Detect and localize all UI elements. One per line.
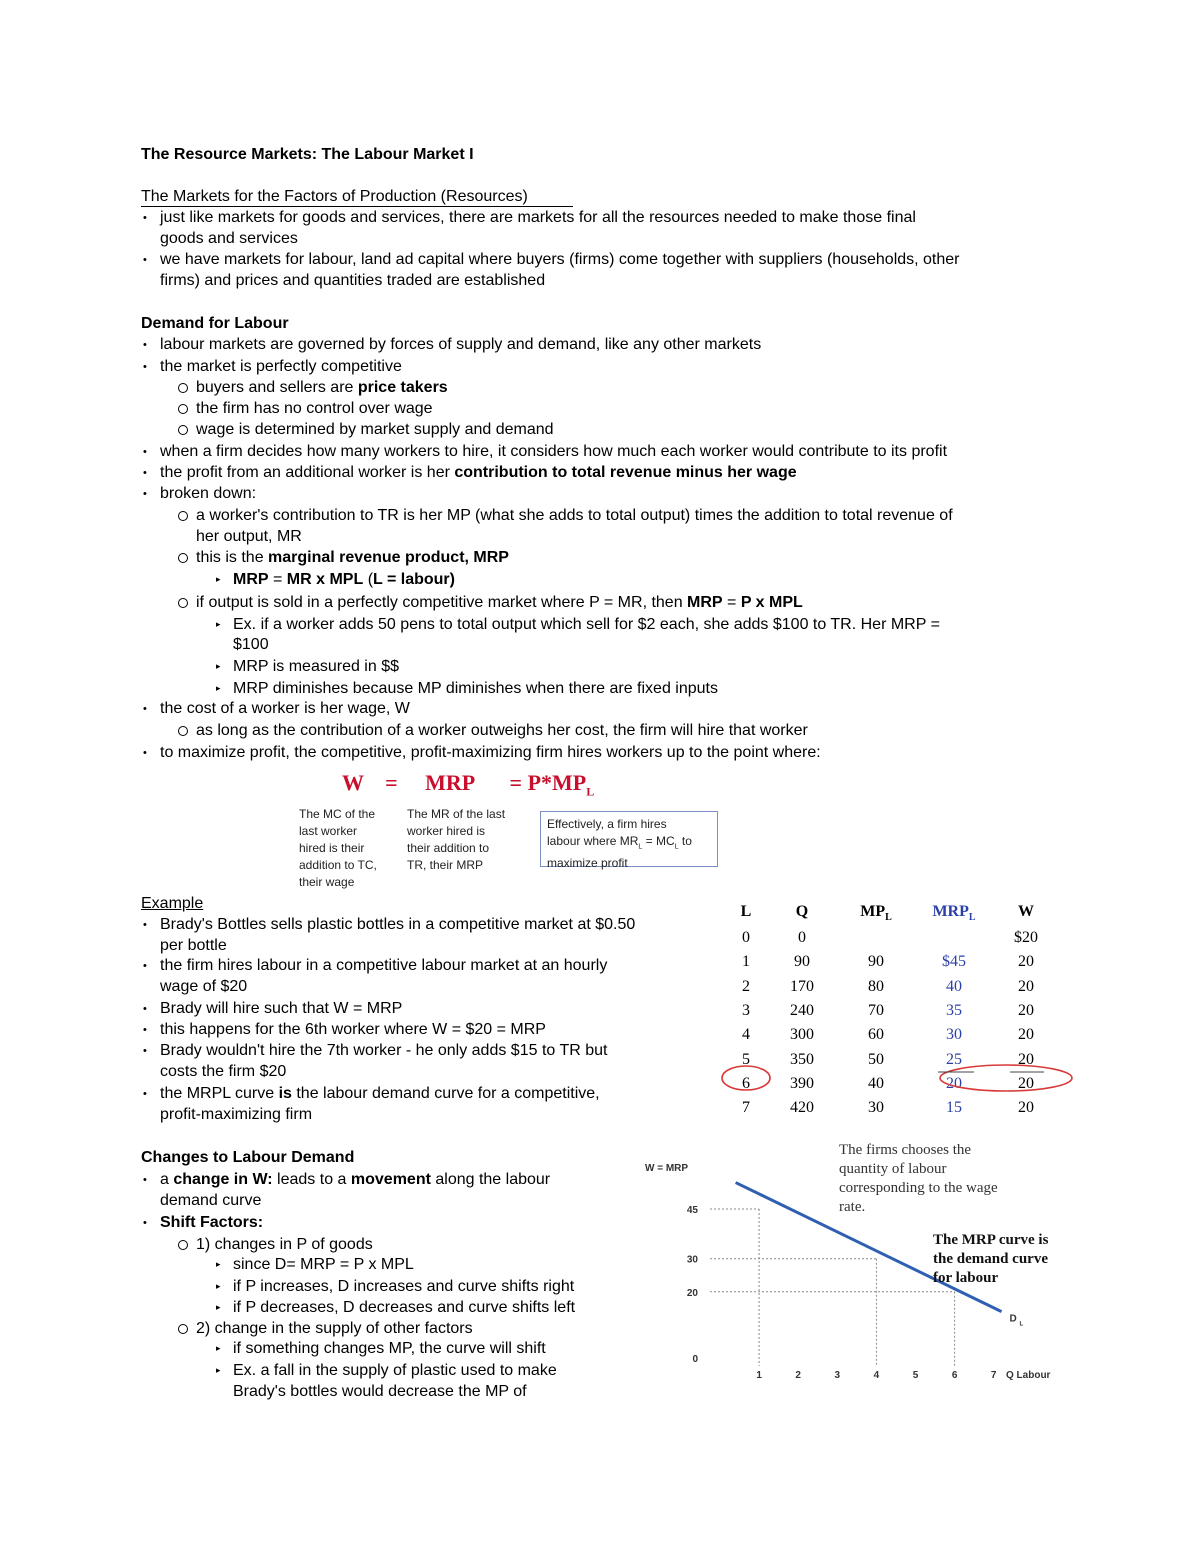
- changes-line-9: Ex. a fall in the supply of plastic used to make: [233, 1362, 557, 1379]
- formula-sub: L: [586, 784, 595, 799]
- triangle-bullet-icon: ▸: [216, 619, 221, 629]
- price-takers-term: price takers: [357, 379, 448, 396]
- demand-line-4: the firm has no control over wage: [196, 400, 433, 417]
- example-bullet-5: Brady wouldn't hire the 7th worker - he only adds $15 to TR but: [160, 1042, 608, 1059]
- table-cell: 0: [798, 929, 806, 946]
- table-cell: 2: [742, 977, 750, 995]
- bullet-icon: •: [143, 254, 147, 266]
- formula-row: [342, 770, 594, 804]
- y-tick-label: 20: [686, 1287, 698, 1299]
- example-bullet-6-a: the MRPL curve: [160, 1085, 279, 1102]
- changes-line-6: if P decreases, D decreases and curve shifts left: [233, 1299, 576, 1316]
- table-cell: $20: [1014, 929, 1038, 946]
- table-cell: 420: [790, 1099, 814, 1117]
- demand-line-17: as long as the contribution of a worker outweighs her cost, the firm will hire that worker: [196, 722, 808, 739]
- bullet-icon: •: [143, 1174, 147, 1186]
- demand-line-10: [196, 547, 509, 568]
- bullet-icon: •: [143, 1217, 147, 1229]
- demand-line-15: MRP diminishes because MP diminishes when there are fixed inputs: [233, 680, 718, 697]
- demand-line-18: to maximize profit, the competitive, profit-maximizing firm hires workers up to the point where:: [160, 744, 821, 761]
- circle-bullet-icon: [178, 404, 188, 414]
- bullet-icon: •: [143, 1003, 147, 1015]
- box-line-2c: to: [678, 834, 692, 848]
- changes-line-9-cont: Brady's bottles would decrease the MP of: [233, 1383, 527, 1400]
- mc-note-line: their wage: [299, 875, 355, 889]
- example-bullet-3: Brady will hire such that W = MRP: [160, 1000, 403, 1017]
- table-cell: 1: [742, 953, 750, 971]
- markets-heading: [141, 186, 528, 207]
- box-line-2b: = MC: [642, 834, 675, 848]
- demand-line-12-pxmpl: P x MPL: [740, 594, 803, 611]
- demand-line-9-cont: her output, MR: [196, 528, 302, 545]
- changes-line-5: if P increases, D increases and curve shifts right: [233, 1278, 575, 1295]
- demand-line-6: when a firm decides how many workers to hire, it considers how much each worker would contribute to its profit: [160, 443, 948, 460]
- table-header-mrp-text: MRP: [932, 903, 969, 920]
- demand-curve-label-sub: L: [1019, 1321, 1024, 1328]
- changes-line-1: [160, 1169, 550, 1190]
- bullet-icon: •: [143, 467, 147, 479]
- mr-note-line: worker hired is: [407, 824, 486, 838]
- chart-annotation-bold-line: for labour: [933, 1270, 999, 1286]
- bullet-icon: •: [143, 488, 147, 500]
- table-cell: 20: [1018, 1074, 1034, 1092]
- demand-line-7-text: the profit from an additional worker is her: [160, 464, 455, 481]
- shift-factors-heading: Shift Factors:: [160, 1214, 264, 1231]
- markets-bullet-1: just like markets for goods and services, there are markets for all the resources needed to make those final: [160, 209, 916, 226]
- mr-note: [407, 806, 505, 874]
- triangle-bullet-icon: ▸: [216, 1343, 221, 1353]
- example-bullet-2: the firm hires labour in a competitive labour market at an hourly: [160, 957, 608, 974]
- bullet-icon: •: [143, 339, 147, 351]
- demand-line-3-text: buyers and sellers are: [196, 379, 358, 396]
- example-bullet-5-cont: costs the firm $20: [160, 1063, 287, 1080]
- y-tick-label: 45: [686, 1205, 698, 1217]
- x-tick-label: 6: [951, 1370, 958, 1381]
- table-cell: 90: [794, 953, 810, 971]
- circle-bullet-icon: [178, 553, 188, 563]
- bullet-icon: •: [143, 919, 147, 931]
- demand-line-9: a worker's contribution to TR is her MP (what she adds to total output) times the addition to total revenue of: [196, 507, 953, 524]
- table-cell: 4: [742, 1026, 750, 1044]
- formula-eq: =: [385, 770, 398, 795]
- bullet-icon: •: [143, 747, 147, 759]
- table-cell: 300: [790, 1026, 814, 1044]
- x-tick-label: 2: [795, 1370, 801, 1381]
- x-tick-label: 3: [834, 1370, 841, 1381]
- mrp-formula-rhs: MR x MPL: [286, 571, 364, 588]
- table-cell: 20: [1018, 1001, 1034, 1019]
- demand-line-12-text: if output is sold in a perfectly competitive market where P = MR, then: [196, 594, 688, 611]
- bullet-icon: •: [143, 446, 147, 458]
- changes-line-1-e: along the labour: [430, 1171, 551, 1188]
- chart-annotation-line: rate.: [839, 1199, 866, 1215]
- table-cell: 390: [790, 1074, 814, 1092]
- circle-bullet-icon: [178, 1240, 188, 1250]
- mrp-term: marginal revenue product, MRP: [268, 549, 509, 566]
- example-bullet-2-cont: wage of $20: [160, 978, 248, 995]
- mrp-formula-eq: =: [268, 571, 287, 588]
- mr-note-line: TR, their MRP: [407, 858, 484, 872]
- row-6-circle-icon: [722, 1066, 770, 1090]
- changes-line-7: 2) change in the supply of other factors: [196, 1320, 473, 1337]
- changes-line-1-cont: demand curve: [160, 1192, 262, 1209]
- box-line-2-sub2: L: [674, 843, 679, 851]
- demand-line-10-text: this is the: [196, 549, 269, 566]
- box-line-2a: labour where MR: [547, 834, 639, 848]
- example-bullet-4: this happens for the 6th worker where W = $20 = MRP: [160, 1021, 546, 1038]
- bullet-icon: •: [143, 1045, 147, 1057]
- demand-line-13: Ex. if a worker adds 50 pens to total output which sell for $2 each, she adds $100 to TR. Her MRP =: [233, 616, 940, 633]
- table-cell: 170: [790, 977, 814, 995]
- circle-bullet-icon: [178, 425, 188, 435]
- demand-line-12-eq: =: [722, 594, 741, 611]
- table-cell: 90: [868, 953, 884, 971]
- circle-bullet-icon: [178, 511, 188, 521]
- demand-line-16: the cost of a worker is her wage, W: [160, 700, 410, 717]
- table-cell: 30: [868, 1099, 884, 1117]
- circle-bullet-icon: [178, 598, 188, 608]
- mc-note-line: hired is their: [299, 841, 365, 855]
- bullet-icon: •: [143, 960, 147, 972]
- table-cell: 15: [946, 1099, 962, 1117]
- mc-note-line: last worker: [299, 824, 358, 838]
- table-cell: 80: [868, 977, 884, 995]
- table-cell: 70: [868, 1001, 884, 1019]
- changes-line-1-a: a: [160, 1171, 174, 1188]
- table-cell: 25: [946, 1050, 962, 1068]
- y-axis-label: W = MRP: [645, 1163, 689, 1174]
- mrp-table: [716, 903, 1066, 1128]
- table-cell: 30: [946, 1026, 962, 1044]
- mr-mc-box: [540, 811, 718, 871]
- movement-term: movement: [350, 1171, 431, 1188]
- x-tick-label: 5: [912, 1370, 919, 1381]
- x-tick-label: 7: [990, 1370, 997, 1381]
- demand-line-14: MRP is measured in $$: [233, 658, 399, 675]
- table-cell: 35: [946, 1001, 962, 1019]
- mc-note-line: addition to TC,: [299, 858, 377, 872]
- example-bullet-1: Brady's Bottles sells plastic bottles in a competitive market at $0.50: [160, 916, 636, 933]
- chart-annotation-line: corresponding to the wage: [839, 1180, 998, 1196]
- table-header-sub: L: [885, 912, 892, 924]
- mrp-formula-note: L = labour): [373, 571, 455, 588]
- table-header-q: Q: [795, 903, 809, 920]
- table-cell: 3: [742, 1001, 750, 1019]
- table-header-sub: L: [968, 912, 976, 924]
- labour-demand-chart: [640, 1136, 1070, 1392]
- changes-line-1-c: leads to a: [272, 1171, 351, 1188]
- mrp-formula: [233, 569, 455, 590]
- bullet-icon: •: [143, 361, 147, 373]
- table-cell: 20: [946, 1074, 962, 1092]
- triangle-bullet-icon: ▸: [216, 1365, 221, 1375]
- table-header-mp-text: MP: [860, 903, 886, 920]
- changes-line-4: since D= MRP = P x MPL: [233, 1256, 414, 1273]
- y-tick-label: 0: [692, 1354, 698, 1365]
- change-in-w-term: change in W:: [173, 1171, 273, 1188]
- demand-line-3: [196, 377, 448, 398]
- x-axis-label: Q Labour: [1006, 1370, 1051, 1381]
- circle-bullet-icon: [178, 726, 188, 736]
- demand-line-7: [160, 462, 797, 483]
- table-cell: 20: [1018, 1026, 1034, 1044]
- table-cell: 60: [868, 1026, 884, 1044]
- example-bullet-6-c: the labour demand curve for a competitive,: [291, 1085, 600, 1102]
- triangle-bullet-icon: ▸: [216, 574, 221, 584]
- table-cell: 20: [1018, 1099, 1034, 1117]
- chart-annotation-line: quantity of labour: [839, 1161, 947, 1177]
- markets-bullet-2-cont: firms) and prices and quantities traded are established: [160, 272, 546, 289]
- table-cell: 6: [742, 1074, 750, 1092]
- example-bullet-6-cont: profit-maximizing firm: [160, 1106, 313, 1123]
- demand-line-12: [196, 592, 803, 613]
- demand-curve-label: D: [1009, 1313, 1017, 1325]
- markets-bullet-2: we have markets for labour, land ad capital where buyers (firms) come together with suppliers (households, other: [160, 251, 960, 268]
- mr-note-line: The MR of the last: [407, 807, 506, 821]
- triangle-bullet-icon: ▸: [216, 661, 221, 671]
- table-cell: 40: [868, 1074, 884, 1092]
- mrp-formula-paren: (: [363, 571, 374, 588]
- x-tick-label: 1: [756, 1370, 762, 1381]
- bullet-icon: •: [143, 1088, 147, 1100]
- bullet-icon: •: [143, 1024, 147, 1036]
- profit-definition: contribution to total revenue minus her wage: [454, 464, 797, 481]
- demand-line-2: the market is perfectly competitive: [160, 358, 402, 375]
- y-tick-label: 30: [686, 1254, 698, 1266]
- table-cell: 20: [1018, 1050, 1034, 1068]
- box-line-1: Effectively, a firm hires: [547, 817, 667, 831]
- formula-w: W: [342, 770, 364, 795]
- mrp-w-circle-icon: [940, 1065, 1072, 1091]
- markets-heading-text: The Markets for the Factors of Production (Resources): [141, 188, 528, 205]
- demand-line-13-cont: $100: [233, 636, 269, 653]
- example-bullet-6-is: is: [278, 1085, 292, 1102]
- chart-annotation-bold-line: The MRP curve is: [933, 1232, 1049, 1248]
- demand-line-8: broken down:: [160, 485, 257, 502]
- triangle-bullet-icon: ▸: [216, 1259, 221, 1269]
- changes-line-8: if something changes MP, the curve will shift: [233, 1340, 546, 1357]
- table-cell: 50: [868, 1050, 884, 1068]
- triangle-bullet-icon: ▸: [216, 1302, 221, 1312]
- table-cell: 20: [1018, 977, 1034, 995]
- demand-line-5: wage is determined by market supply and demand: [196, 421, 554, 438]
- box-line-3: maximize profit: [547, 856, 628, 871]
- box-line-2-sub: L: [638, 843, 643, 851]
- bullet-icon: •: [143, 212, 147, 224]
- chart-annotation-line: The firms chooses the: [839, 1142, 972, 1158]
- changes-line-3: 1) changes in P of goods: [196, 1236, 373, 1253]
- example-bullet-6: [160, 1083, 600, 1104]
- mrp-formula-lhs: MRP: [233, 571, 269, 588]
- mc-note-line: The MC of the: [299, 807, 376, 821]
- page-title: The Resource Markets: The Labour Market I: [141, 146, 474, 163]
- markets-bullet-1-cont: goods and services: [160, 230, 298, 247]
- triangle-bullet-icon: ▸: [216, 1281, 221, 1291]
- example-heading: Example: [141, 895, 204, 912]
- table-cell: 5: [742, 1050, 750, 1068]
- table-cell: $45: [942, 953, 966, 971]
- chart-annotation-bold-line: the demand curve: [933, 1251, 1048, 1267]
- table-cell: 350: [790, 1050, 814, 1068]
- triangle-bullet-icon: ▸: [216, 683, 221, 693]
- example-bullet-1-cont: per bottle: [160, 937, 227, 954]
- table-cell: 40: [946, 977, 962, 995]
- formula-pmp: = P*MP: [509, 770, 587, 795]
- table-header-w: W: [1018, 903, 1034, 920]
- demand-line-12-mrp: MRP: [687, 594, 723, 611]
- mr-note-line: their addition to: [407, 841, 490, 855]
- table-cell: 7: [742, 1099, 750, 1117]
- bullet-icon: •: [143, 703, 147, 715]
- table-cell: 240: [790, 1001, 814, 1019]
- table-cell: 0: [742, 929, 750, 946]
- formula-mrp: MRP: [425, 770, 475, 795]
- changes-heading: Changes to Labour Demand: [141, 1149, 355, 1166]
- table-annotations: [716, 903, 1066, 1128]
- box-line-2: [547, 833, 717, 855]
- mc-note: [299, 806, 377, 891]
- table-header-l: L: [740, 903, 752, 920]
- table-cell: 20: [1018, 953, 1034, 971]
- demand-heading: Demand for Labour: [141, 315, 289, 332]
- demand-line-1: labour markets are governed by forces of supply and demand, like any other markets: [160, 336, 762, 353]
- circle-bullet-icon: [178, 383, 188, 393]
- circle-bullet-icon: [178, 1324, 188, 1334]
- x-tick-label: 4: [873, 1370, 880, 1381]
